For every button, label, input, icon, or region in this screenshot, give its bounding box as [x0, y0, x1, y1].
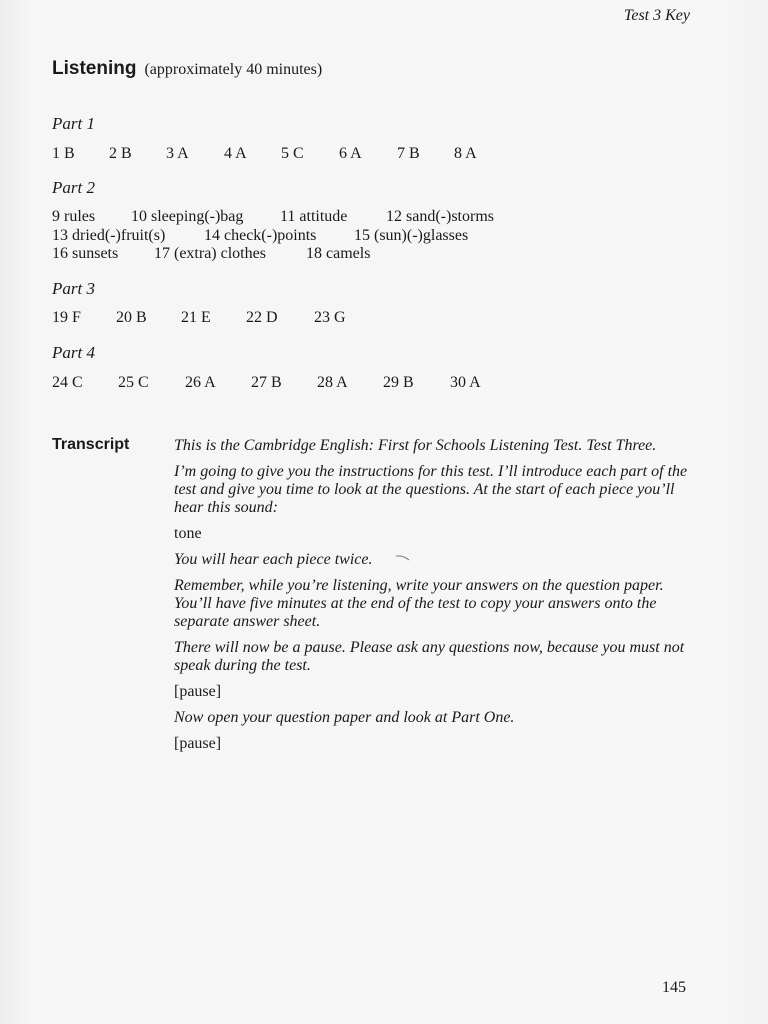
transcript-paragraph: There will now be a pause. Please ask any questions now, because you must not speak during the test. [174, 639, 685, 674]
running-head: Test 3 Key [623, 7, 690, 24]
answer-item: 15 (sun)(-)glasses [354, 227, 469, 244]
answer-item: 17 (extra) clothes [154, 245, 266, 262]
answer-item: 28 A [317, 374, 348, 391]
answer-item: 4 A [224, 145, 247, 162]
answer-item: 16 sunsets [52, 245, 119, 262]
answer-item: 26 A [185, 374, 216, 391]
transcript-paragraph: You will hear each piece twice. [174, 551, 373, 568]
answer-item: 13 dried(-)fruit(s) [52, 227, 166, 244]
answer-item: 29 B [383, 374, 414, 391]
answer-item: 25 C [118, 374, 149, 391]
answer-item: 14 check(-)points [204, 227, 317, 244]
answer-item: 18 camels [306, 245, 371, 262]
answer-item: 23 G [314, 309, 346, 326]
part-4-heading: Part 4 [52, 343, 95, 362]
answer-item: 11 attitude [280, 208, 348, 225]
part-1-heading: Part 1 [52, 114, 95, 133]
answer-item: 21 E [181, 309, 211, 326]
answer-item: 6 A [339, 145, 362, 162]
section-title-main: Listening [52, 58, 137, 79]
part-3-heading: Part 3 [52, 279, 95, 298]
answer-item: 19 F [52, 309, 81, 326]
answer-item: 1 B [52, 145, 75, 162]
transcript-paragraph: I’m going to give you the instructions for this test. I’ll introduce each part of the test and give you time to look at the questions. At the start of each piece you’ll hear this sound: [174, 463, 688, 516]
transcript-paragraph: tone [174, 525, 202, 542]
section-title [52, 58, 322, 80]
transcript-paragraph: Now open your question paper and look at Part One. [174, 709, 515, 726]
page-number: 145 [662, 979, 686, 996]
answer-item: 10 sleeping(-)bag [131, 208, 244, 225]
answer-item: 27 B [251, 374, 282, 391]
transcript-paragraph: [pause] [174, 683, 222, 700]
pencil-mark-icon [396, 555, 410, 561]
answer-item: 5 C [281, 145, 304, 162]
answer-item: 22 D [246, 309, 278, 326]
answer-item: 3 A [166, 145, 189, 162]
answer-item: 12 sand(-)storms [386, 208, 494, 225]
answer-item: 9 rules [52, 208, 96, 225]
answer-item: 8 A [454, 145, 477, 162]
answer-item: 24 C [52, 374, 83, 391]
answer-item: 30 A [450, 374, 481, 391]
transcript-label: Transcript [52, 436, 130, 453]
transcript-paragraph: This is the Cambridge English: First for Schools Listening Test. Test Three. [174, 437, 657, 454]
transcript-paragraph: Remember, while you’re listening, write your answers on the question paper. You’ll have five minutes at the end of the test to copy your answers onto the separate answer sheet. [174, 577, 664, 630]
answer-item: 20 B [116, 309, 147, 326]
answer-item: 7 B [397, 145, 420, 162]
answer-item: 2 B [109, 145, 132, 162]
transcript-paragraph: [pause] [174, 735, 222, 752]
transcript-body [174, 437, 694, 761]
part-2-heading: Part 2 [52, 178, 95, 197]
section-title-subtitle: (approximately 40 minutes) [144, 61, 323, 78]
